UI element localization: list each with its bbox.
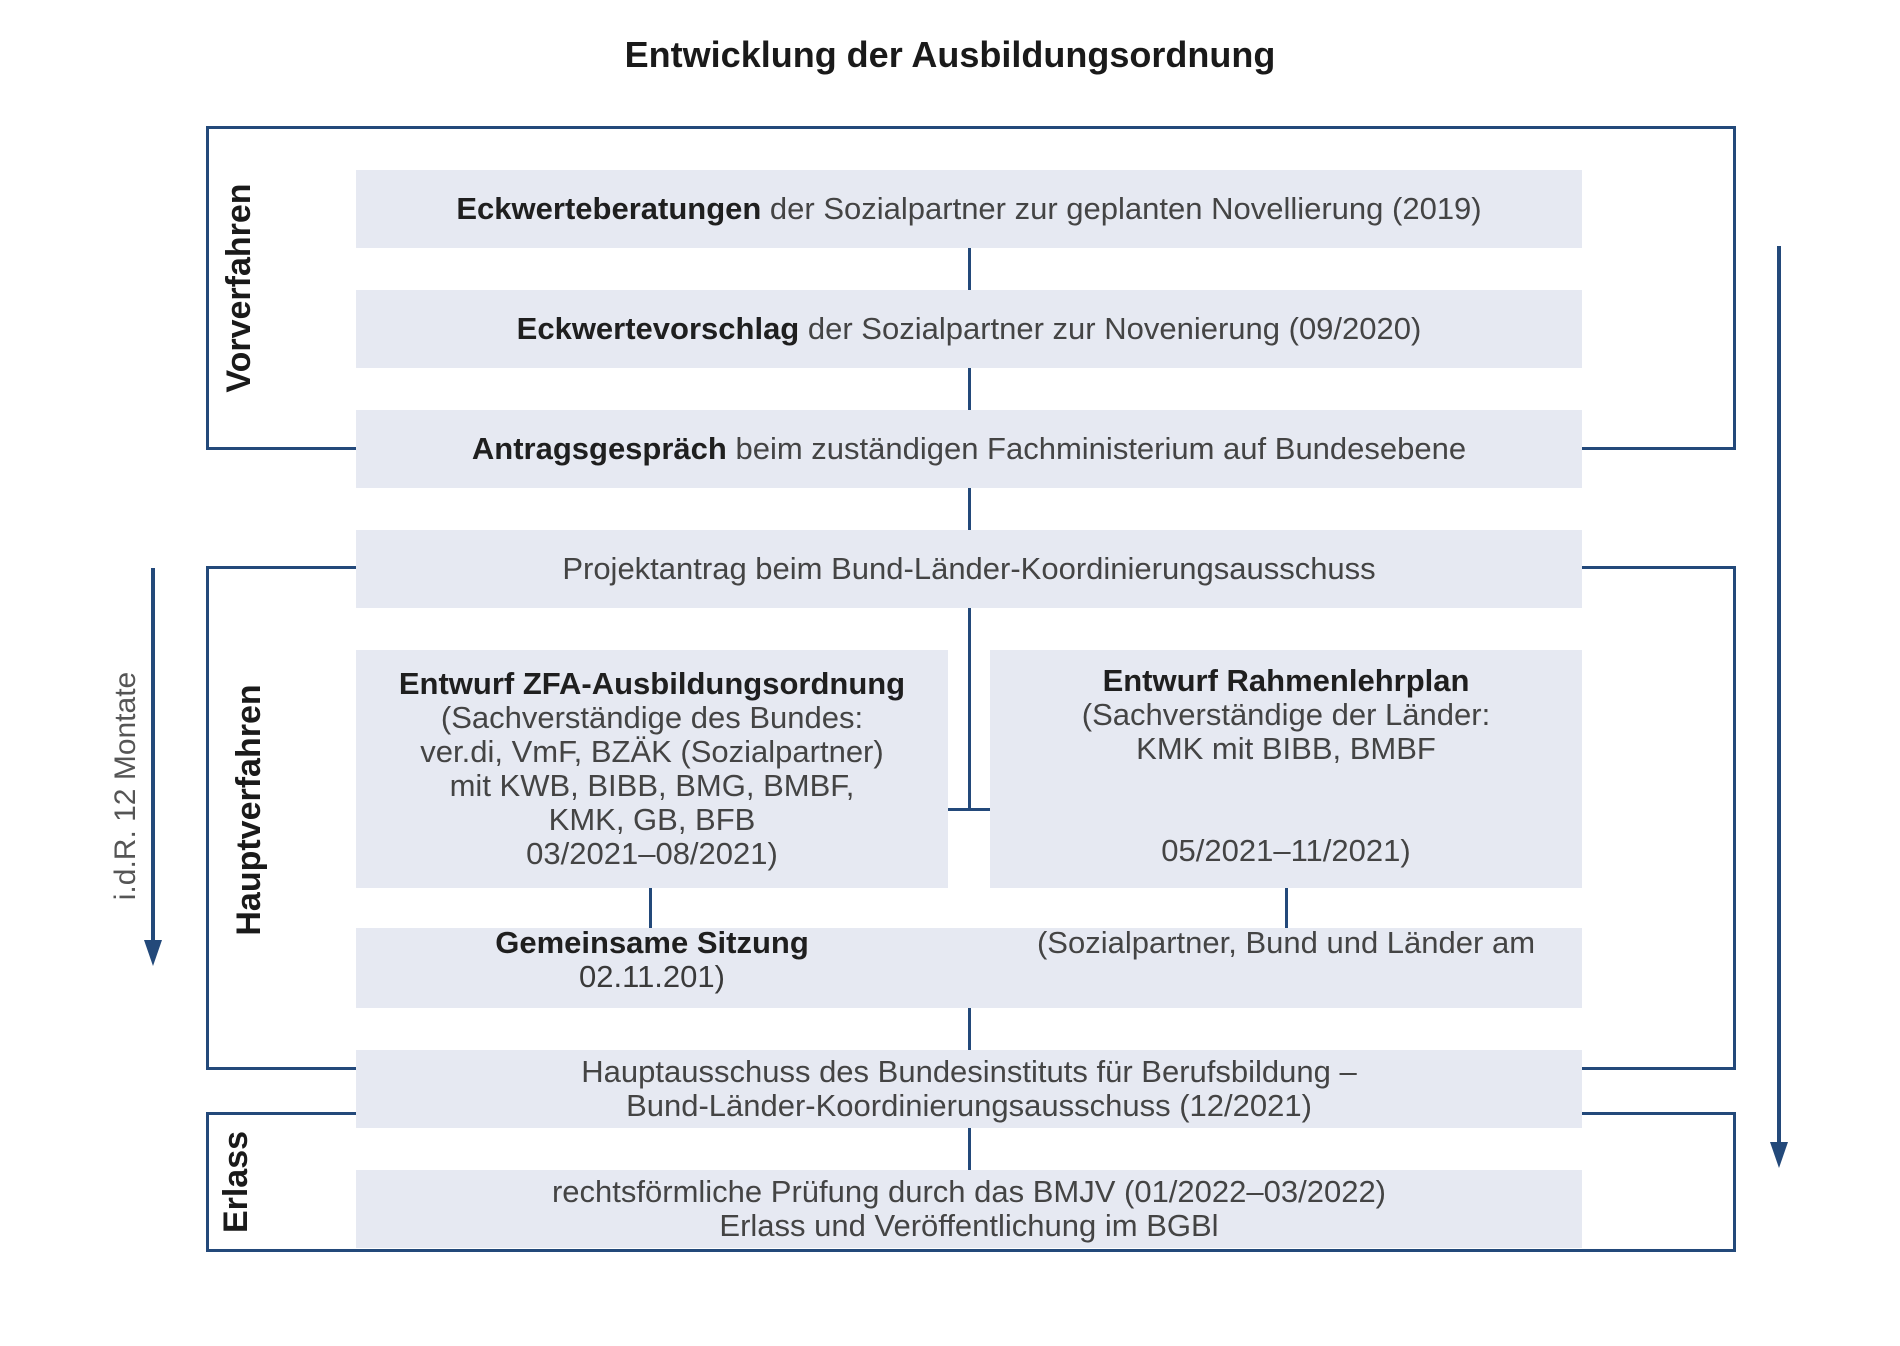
phase-label-vorverfahren: Vorverfahren: [220, 183, 258, 393]
connector-line: [948, 808, 990, 811]
step-text: KMK mit BIBB, BMBF: [1136, 731, 1436, 766]
step-text: mit KWB, BIBB, BMG, BMBF,: [449, 768, 855, 803]
connector-line: [649, 888, 652, 928]
connector-line: [968, 488, 971, 530]
step-entwurf-zfa: [356, 650, 948, 888]
connector-line: [968, 1008, 971, 1050]
step-text: Hauptausschuss des Bundesinstituts für Berufsbildung –: [581, 1054, 1357, 1089]
step-text: rechtsförmliche Prüfung durch das BMJV (01/2022–03/2022): [551, 1174, 1387, 1209]
step-text: der Sozialpartner zur Novenierung (09/2020): [799, 311, 1422, 346]
step-eckwertevorschlag: [356, 290, 1582, 368]
step-bold-text: Entwurf ZFA-Ausbildungsordnung: [398, 666, 906, 701]
step-bold-text: Gemeinsame Sitzung: [495, 925, 809, 960]
connector-line: [968, 608, 971, 810]
step-bold-text: Eckwerteberatungen: [456, 191, 762, 226]
diagram-title: Entwicklung der Ausbildungsordnung: [624, 34, 1276, 75]
step-pruefung: [356, 1170, 1582, 1248]
overall-timeline-arrow: [1766, 246, 1792, 1172]
step-bold-text: Entwurf Rahmenlehrplan: [1102, 663, 1470, 698]
step-text: 02.11.201): [579, 959, 725, 994]
duration-label: i.d.R. 12 Montate: [109, 671, 142, 901]
step-entwurf-rahmenlehrplan: [990, 650, 1582, 888]
step-projektantrag: [356, 530, 1582, 608]
step-text: (Sachverständige des Bundes:: [440, 700, 864, 735]
step-text: 05/2021–11/2021): [1161, 833, 1411, 868]
step-text: Bund-Länder-Koordinierungsausschuss (12/2021): [626, 1088, 1312, 1123]
step-text: beim zuständigen Fachministerium auf Bundesebene: [726, 431, 1467, 466]
step-bold-text: Eckwertevorschlag: [516, 311, 800, 346]
step-text: KMK, GB, BFB: [548, 802, 756, 837]
phase-label-erlass: Erlass: [217, 1130, 255, 1234]
step-eckwerteberatungen: [356, 170, 1582, 248]
sitzung-detail: (Sozialpartner, Bund und Länder am: [1036, 925, 1536, 960]
step-antragsgespraech: [356, 410, 1582, 488]
sitzung-title: [356, 926, 948, 994]
connector-line: [968, 368, 971, 410]
connector-line: [1285, 888, 1288, 928]
step-text: (Sachverständige der Länder:: [1081, 697, 1491, 732]
connector-line: [968, 246, 971, 290]
phase-label-hauptverfahren: Hauptverfahren: [230, 684, 268, 936]
step-bold-text: Antragsgespräch: [471, 431, 727, 466]
connector-line: [968, 1128, 971, 1170]
step-text: 03/2021–08/2021): [526, 836, 778, 871]
step-text: Erlass und Veröffentlichung im BGBl: [719, 1208, 1219, 1243]
step-text: der Sozialpartner zur geplanten Novellierung (2019): [761, 191, 1482, 226]
step-hauptausschuss: [356, 1050, 1582, 1128]
step-text: ver.di, VmF, BZÄK (Sozialpartner): [420, 734, 884, 769]
step-text: Projektantrag beim Bund-Länder-Koordinierungsausschuss: [562, 551, 1376, 586]
